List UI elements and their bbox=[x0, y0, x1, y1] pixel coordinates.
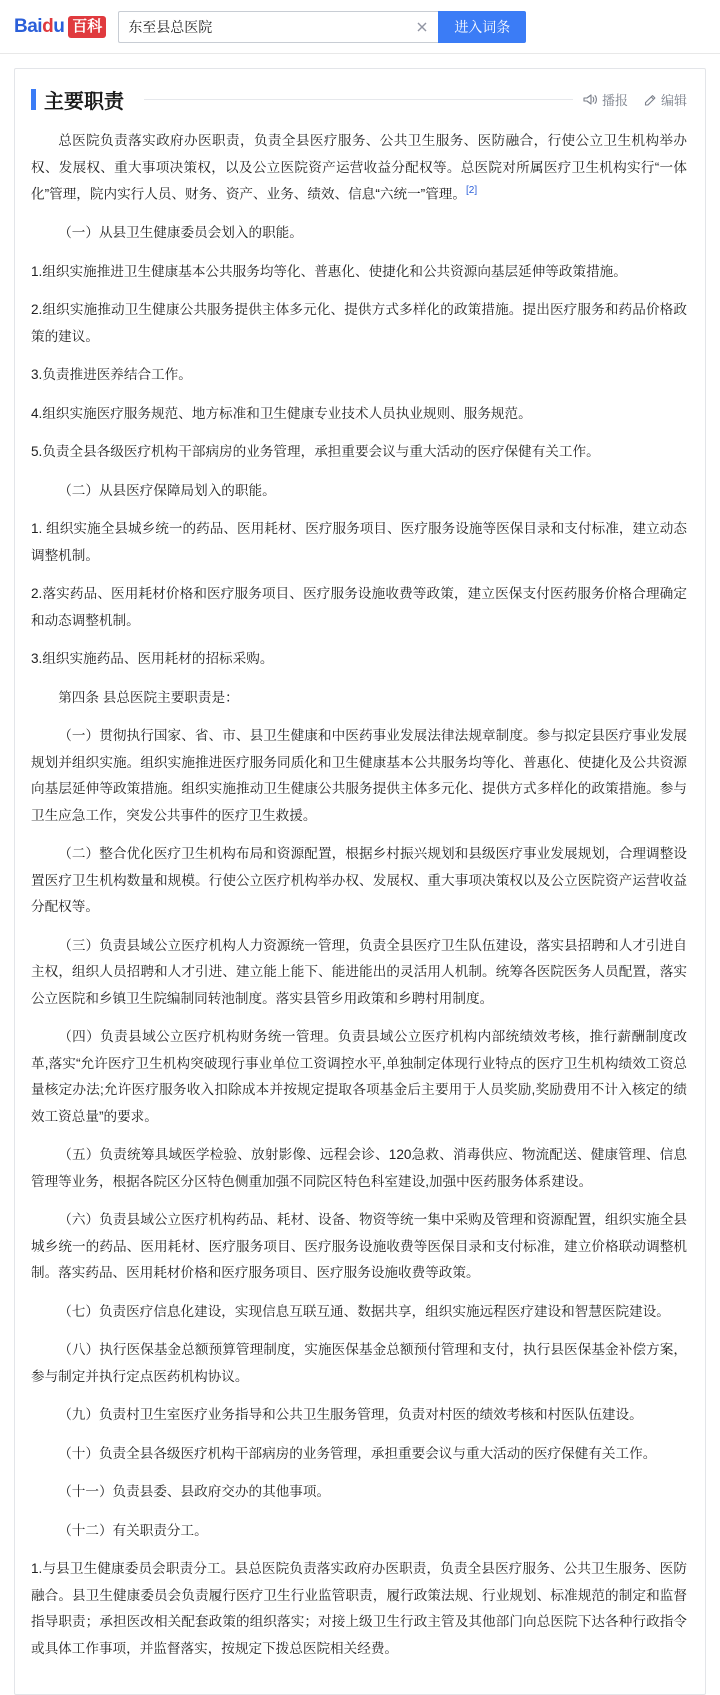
page-title: 主要职责 bbox=[44, 91, 124, 113]
article-paragraph: （十）负责全县各级医疗机构干部病房的业务管理，承担重要会议与重大活动的医疗保健有关工作。 bbox=[58, 1445, 657, 1461]
article-paragraph: （一）贯彻执行国家、省、市、县卫生健康和中医药事业发展法律法规章制度。参与拟定县医疗事业发展规划并组织实施。组织实施推进医疗服务同质化和卫生健康基本公共服务均等化、普惠化、使捷化及公共资源向基层延伸等政策措施。组织实施推动卫生健康公共服务提供主体多元化、提供方式多样化的政策措施。参与卫生应急工作，突发公共事件的医疗卫生救援。 bbox=[31, 728, 687, 823]
article-paragraph: （八）执行医保基金总额预算管理制度，实施医保基金总额预付管理和支付，执行县医保基金补偿方案，参与制定并执行定点医药机构协议。 bbox=[31, 1342, 687, 1384]
article-paragraph: （五）负责统筹具域医学检验、放射影像、远程会诊、120急救、消毒供应、物流配送、健康管理、信息管理等业务，根据各院区分区特色侧重加强不同院区特色科室建设,加强中医药服务体系建设。 bbox=[31, 1147, 687, 1189]
section-divider bbox=[144, 99, 573, 100]
article-paragraph: 总医院负责落实政府办医职责，负责全县医疗服务、公共卫生服务、医防融合，行使公立卫生机构举办权、发展权、重大事项决策权，以及公立医院资产运营收益分配权等。总医院对所属医疗卫生机构实行“一体化”管理，院内实行人员、财务、资产、业务、绩效、信息“六统一”管理。[2] bbox=[31, 133, 687, 202]
edit-label: 编辑 bbox=[660, 93, 687, 108]
baike-logo-label: 百科 bbox=[68, 16, 106, 38]
top-search-bar bbox=[0, 0, 720, 54]
enter-entry-button[interactable]: 进入词条 bbox=[438, 11, 526, 43]
article-paragraph: （二）从县医疗保障局划入的职能。 bbox=[58, 482, 276, 498]
article-paragraph: 5.负责全县各级医疗机构干部病房的业务管理，承担重要会议与重大活动的医疗保健有关工作。 bbox=[31, 444, 600, 460]
article-paragraph: （十二）有关职责分工。 bbox=[58, 1522, 208, 1538]
broadcast-label: 播报 bbox=[601, 93, 628, 108]
article-paragraph: （十一）负责县委、县政府交办的其他事项。 bbox=[58, 1484, 331, 1500]
speaker-icon bbox=[583, 93, 598, 106]
section-accent-bar bbox=[31, 89, 36, 110]
article-paragraph: （二）整合优化医疗卫生机构布局和资源配置，根据乡村振兴规划和县级医疗事业发展规划，合理调整设置医疗卫生机构数量和规模。行使公立医疗机构举办权、发展权、重大事项决策权以及公立医院资产运营收益分配权等。 bbox=[31, 846, 687, 915]
article-paragraph: 4.组织实施医疗服务规范、地方标准和卫生健康专业技术人员执业规则、服务规范。 bbox=[31, 405, 532, 421]
article-paragraph: 第四条 县总医院主要职责是： bbox=[58, 689, 239, 705]
reference-link[interactable]: [2] bbox=[465, 185, 478, 196]
article-paragraph: 3.组织实施药品、医用耗材的招标采购。 bbox=[31, 651, 274, 667]
article-body bbox=[31, 128, 687, 1662]
article-paragraph: 2.组织实施推动卫生健康公共服务提供主体多元化、提供方式多样化的政策措施。提出医疗服务和药品价格政策的建议。 bbox=[31, 302, 687, 344]
edit-button[interactable] bbox=[644, 90, 687, 109]
article-paragraph: 1. 组织实施全县城乡统一的药品、医用耗材、医疗服务项目、医疗服务设施等医保目录和支付标准，建立动态调整机制。 bbox=[31, 521, 687, 563]
pencil-icon bbox=[644, 93, 657, 106]
baidu-baike-logo[interactable] bbox=[14, 16, 106, 38]
broadcast-button[interactable] bbox=[583, 90, 628, 109]
section-actions bbox=[583, 90, 687, 109]
article-paragraph: 1.组织实施推进卫生健康基本公共服务均等化、普惠化、使捷化和公共资源向基层延伸等政策措施。 bbox=[31, 263, 627, 279]
article-card bbox=[14, 68, 706, 1695]
article-paragraph: （六）负责县域公立医疗机构药品、耗材、设备、物资等统一集中采购及管理和资源配置，组织实施全县城乡统一的药品、医用耗材、医疗服务项目、医疗服务设施收费等医保目录和支付标准，建立价格联动调整机制。落实药品、医用耗材价格和医疗服务项目、医疗服务设施收费等政策。 bbox=[31, 1212, 687, 1281]
article-paragraph: （三）负责县域公立医疗机构人力资源统一管理，负责全县医疗卫生队伍建设，落实县招聘和人才引进自主权，组织人员招聘和人才引进、建立能上能下、能进能出的灵活用人机制。统筹各医院医务人员配置，落实公立医院和乡镇卫生院编制同转池制度。落实县管乡用政策和乡聘村用制度。 bbox=[31, 937, 687, 1006]
article-paragraph: （七）负责医疗信息化建设，实现信息互联互通、数据共享，组织实施远程医疗建设和智慧医院建设。 bbox=[58, 1303, 670, 1319]
article-paragraph: （九）负责村卫生室医疗业务指导和公共卫生服务管理，负责对村医的绩效考核和村医队伍建设。 bbox=[58, 1407, 643, 1423]
section-header bbox=[31, 85, 687, 114]
article-paragraph: 1.与县卫生健康委员会职责分工。县总医院负责落实政府办医职责，负责全县医疗服务、公共卫生服务、医防融合。县卫生健康委员会负责履行医疗卫生行业监管职责，履行政策法规、行业规划、标准规范的制定和监督指导职责；承担医改相关配套政策的组织落实；对接上级卫生行政主管及其他部门向总医院下达各种行政指令或具体工作事项，并监督落实，按规定下拨总医院相关经费。 bbox=[31, 1561, 687, 1656]
baidu-wordmark: Baidu bbox=[14, 15, 65, 37]
close-icon[interactable] bbox=[415, 20, 429, 34]
search-field-wrapper bbox=[118, 11, 438, 43]
search-input[interactable] bbox=[118, 11, 438, 43]
article-paragraph: 2.落实药品、医用耗材价格和医疗服务项目、医疗服务设施收费等政策，建立医保支付医药服务价格合理确定和动态调整机制。 bbox=[31, 586, 687, 628]
article-paragraph: （四）负责县域公立医疗机构财务统一管理。负责县域公立医疗机构内部统绩效考核，推行薪酬制度改革,落实“允许医疗卫生机构突破现行事业单位工资调控水平,单独制定体现行业特点的医疗卫生机构绩效工资总量核定办法;允许医疗服务收入扣除成本并按规定提取各项基金后主要用于人员奖励,奖励费用不计入核定的绩效工资总量”的要求。 bbox=[31, 1029, 687, 1124]
article-paragraph: （一）从县卫生健康委员会划入的职能。 bbox=[58, 225, 303, 241]
article-paragraph: 3.负责推进医养结合工作。 bbox=[31, 367, 192, 383]
